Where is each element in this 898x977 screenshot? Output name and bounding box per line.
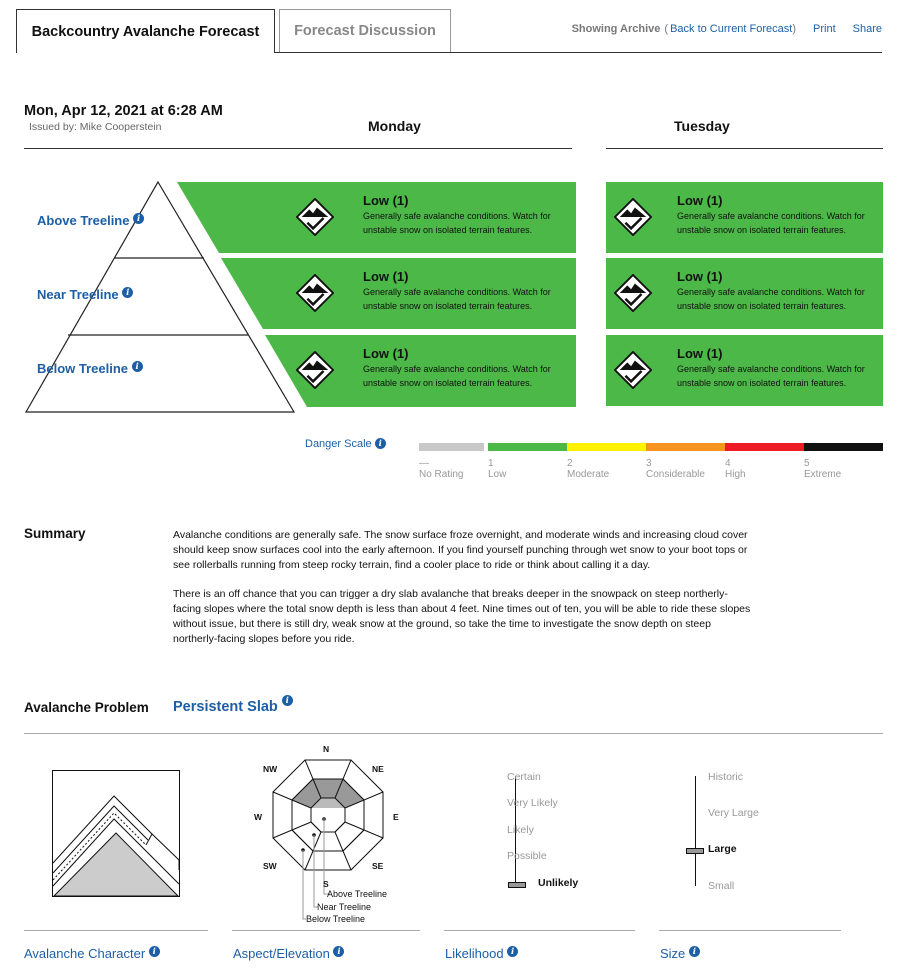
- info-icon[interactable]: i: [507, 946, 518, 957]
- avalanche-character-label: Avalanche Character: [24, 946, 146, 961]
- aspect-elevation-link[interactable]: [233, 946, 344, 961]
- rose-dir-s: S: [323, 879, 329, 889]
- day2-below-danger: [606, 335, 883, 406]
- rose-dir-nw: NW: [263, 764, 278, 774]
- scale-num: 3: [646, 458, 652, 469]
- likelihood-certain: Certain: [507, 771, 541, 783]
- print-link[interactable]: Print: [813, 23, 836, 35]
- scale-extreme: [804, 443, 883, 451]
- summary-paragraph-1: Avalanche conditions are generally safe. The snow surface froze overnight, and moderate winds and increasing cloud cover should keep snow surfaces cool into the early afternoon. If you find yourself punching through wet snow to your boot tops or see rollerballs running from steep rocky terrain, find a cooler place to ride or think about calling it a day.: [173, 529, 748, 571]
- tab-divider: [275, 52, 882, 53]
- tab-backcountry-forecast[interactable]: [16, 9, 275, 53]
- footer-rule-aspect: [232, 930, 420, 931]
- avalanche-problem-heading: Avalanche Problem: [24, 700, 149, 715]
- elevation-near-treeline: [37, 287, 133, 302]
- paren-open: (: [664, 23, 669, 35]
- footer-rule-character: [24, 930, 208, 931]
- size-large: Large: [708, 843, 737, 855]
- danger-level: Low (1): [363, 193, 409, 208]
- tab-forecast-discussion-label: Forecast Discussion: [294, 23, 436, 39]
- danger-level: Low (1): [677, 193, 723, 208]
- scale-name: Low: [488, 469, 507, 480]
- scale-label-2: [567, 458, 609, 480]
- rose-dir-ne: NE: [372, 764, 384, 774]
- header-rule-day1: [24, 148, 572, 149]
- archive-label: Showing Archive: [571, 23, 661, 35]
- danger-level: Low (1): [677, 269, 723, 284]
- scale-num: 5: [804, 458, 810, 469]
- low-danger-icon: [614, 274, 652, 312]
- scale-high: [725, 443, 804, 451]
- rose-dir-n: N: [323, 744, 330, 754]
- back-to-current-link[interactable]: Back to Current Forecast: [670, 23, 793, 35]
- scale-num: —: [419, 458, 429, 469]
- size-axis: [695, 776, 696, 886]
- issued-by: Issued by: Mike Cooperstein: [29, 121, 162, 133]
- avalanche-character-link[interactable]: [24, 946, 160, 961]
- summary-heading: Summary: [24, 526, 86, 541]
- likelihood-very-likely: Very Likely: [507, 797, 558, 809]
- top-links: [572, 23, 882, 35]
- danger-description: Generally safe avalanche conditions. Watch for unstable snow on isolated terrain features.: [363, 287, 551, 311]
- size-link[interactable]: [660, 946, 700, 961]
- scale-considerable: [646, 443, 725, 451]
- danger-level: Low (1): [677, 346, 723, 361]
- info-icon[interactable]: i: [132, 361, 143, 372]
- problem-type-label: Persistent Slab: [173, 699, 278, 715]
- scale-moderate: [567, 443, 646, 451]
- danger-description: Generally safe avalanche conditions. Watch for unstable snow on isolated terrain features.: [677, 287, 865, 311]
- likelihood-label: Likelihood: [445, 946, 504, 961]
- paren-close: ): [792, 23, 797, 35]
- tab-forecast-discussion[interactable]: [279, 9, 451, 53]
- size-very-large: Very Large: [708, 807, 759, 819]
- low-danger-icon: [614, 198, 652, 236]
- share-link[interactable]: Share: [852, 23, 882, 35]
- scale-num: 2: [567, 458, 573, 469]
- day2-above-danger: [606, 182, 883, 253]
- rose-legend-near: Near Treeline: [317, 902, 372, 912]
- header-rule-day2: [606, 148, 883, 149]
- info-icon[interactable]: i: [282, 695, 293, 706]
- forecast-date: Mon, Apr 12, 2021 at 6:28 AM: [24, 103, 223, 119]
- summary-body: [173, 528, 751, 661]
- elevation-above-treeline: [37, 213, 144, 228]
- scale-name: Extreme: [804, 469, 842, 480]
- elevation-below-treeline: [37, 361, 143, 376]
- low-danger-icon: [296, 274, 334, 312]
- day1-below-danger: [270, 335, 577, 406]
- day1-near-danger: [270, 258, 577, 329]
- summary-paragraph-2: There is an off chance that you can trigger a dry slab avalanche that breaks deeper in the snowpack on steep northerly-facing slopes where the total snow depth is less than about 4 feet. Nine times out of ten, you will be able to ride these slopes without issue, but there is still dry, weak snow at the ground, so take the time to investigate the snow depth on steep northerly-facing slopes before you ride.: [173, 588, 751, 645]
- danger-description: Generally safe avalanche conditions. Watch for unstable snow on isolated terrain features.: [677, 211, 865, 235]
- likelihood-unlikely: Unlikely: [538, 877, 579, 889]
- rose-legend-below: Below Treeline: [306, 914, 366, 924]
- day1-heading: Monday: [368, 118, 421, 134]
- rose-dir-w: W: [254, 812, 263, 822]
- low-danger-icon: [296, 351, 334, 389]
- rose-dir-sw: SW: [263, 861, 277, 871]
- likelihood-marker: [508, 882, 526, 888]
- scale-num: 4: [725, 458, 731, 469]
- danger-scale-title[interactable]: [305, 438, 386, 450]
- scale-name: High: [725, 469, 746, 480]
- rose-dir-e: E: [393, 812, 399, 822]
- danger-description: Generally safe avalanche conditions. Watch for unstable snow on isolated terrain features.: [363, 364, 551, 388]
- info-icon[interactable]: i: [689, 946, 700, 957]
- danger-description: Generally safe avalanche conditions. Watch for unstable snow on isolated terrain features.: [677, 364, 865, 388]
- scale-label-0: [419, 458, 463, 480]
- persistent-slab-character-icon: [52, 770, 182, 898]
- size-small: Small: [708, 880, 735, 892]
- info-icon[interactable]: i: [333, 946, 344, 957]
- day2-near-danger: [606, 258, 883, 329]
- low-danger-icon: [296, 198, 334, 236]
- low-danger-icon: [614, 351, 652, 389]
- scale-name: No Rating: [419, 469, 464, 480]
- danger-scale-label: Danger Scale: [305, 438, 372, 450]
- aspect-elevation-label: Aspect/Elevation: [233, 946, 330, 961]
- info-icon[interactable]: i: [149, 946, 160, 957]
- tab-backcountry-forecast-label: Backcountry Avalanche Forecast: [31, 23, 260, 40]
- problem-divider: [24, 733, 883, 734]
- scale-label-4: [725, 458, 746, 480]
- size-label: Size: [660, 946, 686, 961]
- likelihood-link[interactable]: [445, 946, 518, 961]
- info-icon[interactable]: i: [375, 438, 386, 449]
- day2-heading: Tuesday: [674, 118, 730, 134]
- elevation-near-label: Near Treeline: [37, 287, 119, 302]
- scale-name: Considerable: [646, 469, 705, 480]
- size-historic: Historic: [708, 771, 744, 783]
- elevation-below-label: Below Treeline: [37, 361, 129, 376]
- elevation-above-label: Above Treeline: [37, 213, 130, 228]
- rose-dir-se: SE: [372, 861, 384, 871]
- scale-num: 1: [488, 458, 494, 469]
- info-icon[interactable]: i: [122, 287, 133, 298]
- scale-label-3: [646, 458, 705, 480]
- footer-rule-size: [659, 930, 841, 931]
- likelihood-likely: Likely: [507, 824, 534, 836]
- likelihood-possible: Possible: [507, 850, 547, 862]
- scale-no-rating: [419, 443, 484, 451]
- size-marker: [686, 848, 704, 854]
- scale-label-1: [488, 458, 506, 480]
- danger-level: Low (1): [363, 346, 409, 361]
- scale-low: [488, 443, 567, 451]
- info-icon[interactable]: i: [133, 213, 144, 224]
- scale-label-5: [804, 458, 841, 480]
- footer-rule-likelihood: [444, 930, 635, 931]
- rose-legend-above: Above Treeline: [327, 889, 388, 899]
- danger-level: Low (1): [363, 269, 409, 284]
- day1-above-danger: [270, 182, 577, 253]
- problem-type[interactable]: [173, 695, 293, 715]
- danger-description: Generally safe avalanche conditions. Watch for unstable snow on isolated terrain features.: [363, 211, 551, 235]
- scale-name: Moderate: [567, 469, 610, 480]
